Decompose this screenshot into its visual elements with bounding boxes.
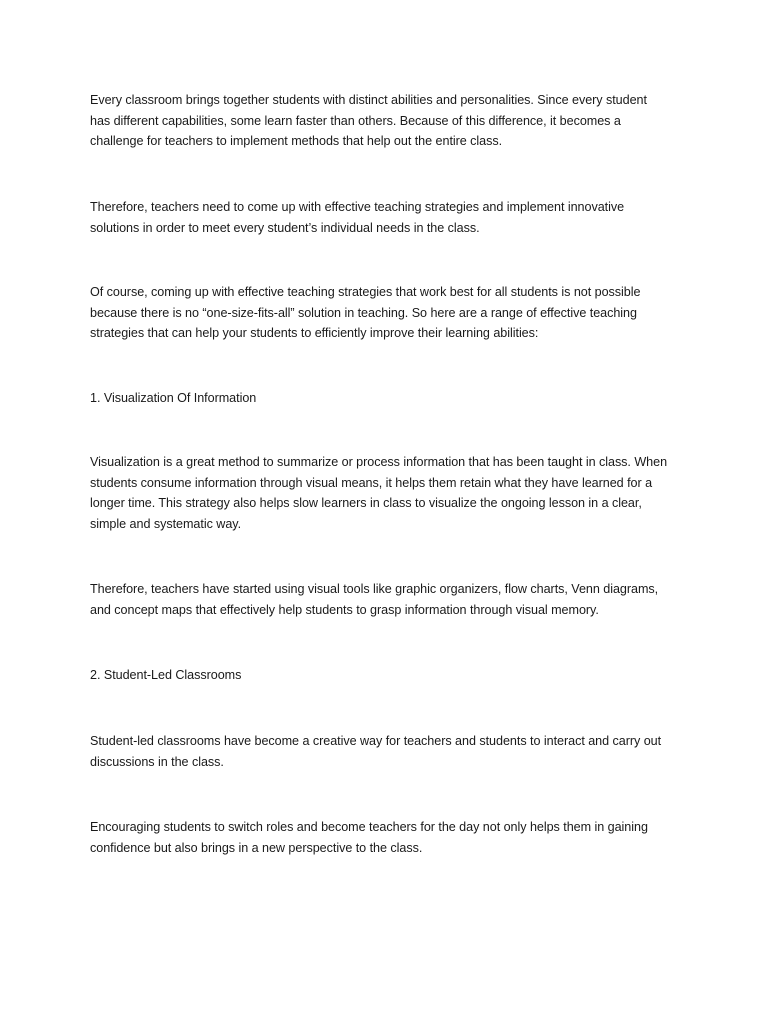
text-line: and concept maps that effectively help students to grasp information through visual memory. [90,602,599,617]
text-line: students consume information through visual means, it helps them retain what they have learned for a [90,475,653,490]
heading-text: 1. Visualization Of Information [90,391,257,405]
text-line: Encouraging students to switch roles and become teachers for the day not only helps them in gaining [90,820,648,834]
heading-student-led [90,665,690,686]
paragraph-classroom-abilities [90,90,690,152]
text-line: Therefore, teachers have started using visual tools like graphic organizers, flow charts, Venn diagrams, [90,582,659,596]
paragraph-student-led-classrooms [90,731,690,772]
text-line: discussions in the class. [90,754,224,769]
text-line: challenge for teachers to implement methods that help out the entire class. [90,134,503,149]
paragraph-teaching-strategies [90,197,690,238]
text-line: confidence but also brings in a new perspective to the class. [90,840,423,855]
text-line: Student-led classrooms have become a creative way for teachers and students to interact and carry out [90,734,662,748]
paragraph-switch-roles [90,817,690,858]
text-line: Of course, coming up with effective teaching strategies that work best for all students is not possible [90,285,641,299]
text-line: simple and systematic way. [90,517,242,532]
text-line: longer time. This strategy also helps slow learners in class to visualize the ongoing lesson in a clear, [90,496,642,511]
heading-visualization [90,388,690,409]
text-line: strategies that can help your students to efficiently improve their learning abilities: [90,326,539,341]
text-line: Visualization is a great method to summarize or process information that has been taught in class. When [90,455,668,469]
text-line: because there is no “one-size-fits-all” solution in teaching. So here are a range of effective teaching [90,305,637,320]
paragraph-visualization-method [90,452,690,535]
text-line: Therefore, teachers need to come up with effective teaching strategies and implement innovative [90,200,625,214]
paragraph-no-one-size-fits-all [90,282,690,344]
text-line: has different capabilities, some learn faster than others. Because of this difference, it becomes a [90,113,621,128]
paragraph-visual-tools [90,579,690,620]
text-line: solutions in order to meet every student’s individual needs in the class. [90,220,480,235]
text-line: Every classroom brings together students with distinct abilities and personalities. Since every student [90,93,647,107]
heading-text: 2. Student-Led Classrooms [90,668,242,682]
